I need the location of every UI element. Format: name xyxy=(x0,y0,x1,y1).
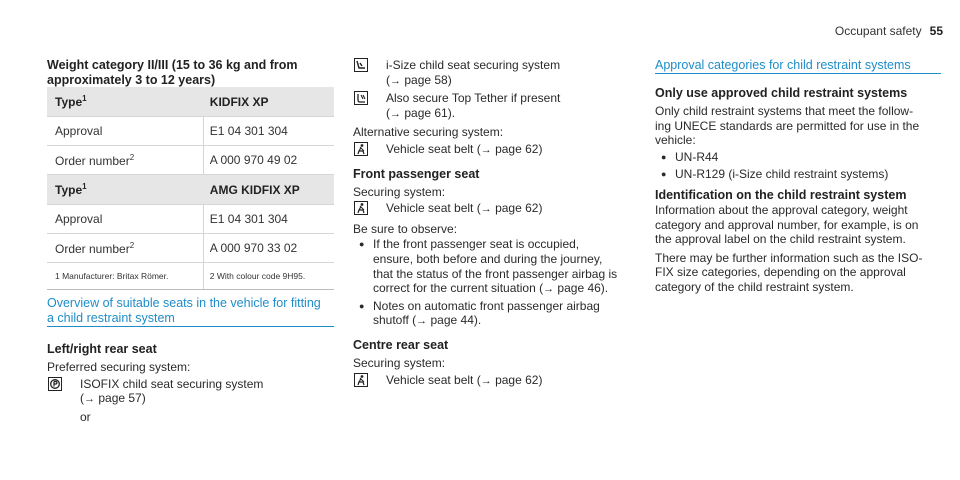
table-footnote-row xyxy=(47,263,334,290)
ident-line1: Information about the approval category, weight xyxy=(655,202,908,217)
table-row xyxy=(47,117,334,146)
more-line1: There may be further information such as the ISO- xyxy=(655,250,923,265)
left-right-rear-seat xyxy=(47,342,334,424)
bullet2-line1: Notes on automatic front passenger airbag xyxy=(373,298,600,313)
isize-line2: (→ page 58) xyxy=(386,72,452,87)
arrow-icon: → xyxy=(543,283,555,296)
table-header-value: KIDFIX XP xyxy=(203,87,334,117)
page-header xyxy=(835,24,943,38)
seatbelt-line-3: Vehicle seat belt (→ page 62) xyxy=(386,372,543,387)
weight-category-title-line2: approximately 3 to 12 years) xyxy=(47,73,216,87)
table-header-row xyxy=(47,87,334,117)
seatbelt-page-link-1[interactable]: page 62) xyxy=(495,141,543,156)
isize-icon xyxy=(353,58,369,72)
airbag-status-page-link[interactable]: page 46). xyxy=(557,281,609,296)
more-line3: category of the child restraint system. xyxy=(655,279,854,294)
bullet-icon: ● xyxy=(661,169,667,180)
isofix-line1: ISOFIX child seat securing system xyxy=(80,376,264,391)
table-row xyxy=(47,146,334,175)
bullet2-line2: shutoff (→ page 44). xyxy=(373,313,482,328)
arrow-icon: → xyxy=(390,107,401,120)
weight-category-title-line1: Weight category II/III (15 to 36 kg and from xyxy=(47,58,298,72)
bullet1-line2: ensure, both before and during the journey, xyxy=(373,251,603,266)
top-tether-item xyxy=(353,91,638,121)
list-item xyxy=(655,150,941,165)
overview-title-line1: Overview of suitable seats in the vehicle for fitting xyxy=(47,296,321,310)
arrow-icon: → xyxy=(480,374,492,387)
arrow-icon: → xyxy=(480,143,492,156)
alternative-label: Alternative securing system: xyxy=(353,125,504,140)
column-3 xyxy=(655,58,941,295)
ident-line2: category and approval number, for example, is on xyxy=(655,217,919,232)
top-tether-line2: (→ page 61). xyxy=(386,105,456,120)
child-seat-table xyxy=(47,87,334,290)
list-item xyxy=(655,167,941,182)
section-divider xyxy=(47,326,334,327)
top-tether-page-link[interactable]: page 61). xyxy=(404,105,456,120)
footnote-2: 2 With colour code 9H95. xyxy=(203,263,334,290)
overview-title-line2: a child restraint system xyxy=(47,311,175,325)
arrow-icon: → xyxy=(84,393,95,406)
standard-un-r44: UN-R44 xyxy=(675,149,719,164)
arrow-icon: → xyxy=(416,315,428,328)
seatbelt-page-link-2[interactable]: page 62) xyxy=(495,201,543,216)
isofix-item xyxy=(47,377,334,425)
seatbelt-page-link-3[interactable]: page 62) xyxy=(495,372,543,387)
section-divider xyxy=(655,73,941,74)
seatbelt-item-3 xyxy=(353,373,638,389)
seatbelt-icon xyxy=(353,373,369,387)
table-cell-label: Order number$^2$ xyxy=(47,146,203,175)
isofix-page-link[interactable]: page 57) xyxy=(98,391,146,406)
more-line2: FIX size categories, depending on the approval xyxy=(655,265,906,280)
seatbelt-icon xyxy=(353,142,369,156)
top-tether-icon xyxy=(353,91,369,105)
bullet1-line4: correct for the current situation (→ page 46). xyxy=(373,281,609,296)
table-cell-value: A 000 970 49 02 xyxy=(203,146,334,175)
weight-category-heading xyxy=(47,58,334,88)
observe-label: Be sure to observe: xyxy=(353,221,458,236)
list-item xyxy=(353,237,638,296)
arrow-icon: → xyxy=(480,203,492,216)
table-cell-label: Order number$^2$ xyxy=(47,234,203,263)
approval-categories-title: Approval categories for child restraint systems xyxy=(655,58,911,72)
table-cell-label: Approval xyxy=(47,117,203,146)
section-name: Occupant safety xyxy=(834,24,922,38)
standard-un-r129: UN-R129 (i-Size child restraint systems) xyxy=(675,167,889,182)
bullet-icon: ● xyxy=(661,151,667,162)
isize-item xyxy=(353,58,638,88)
list-item xyxy=(353,299,638,329)
page-number: 55 xyxy=(929,24,943,38)
preferred-label: Preferred securing system: xyxy=(47,360,191,374)
table-cell-label: Approval xyxy=(47,205,203,234)
isofix-icon xyxy=(47,377,63,391)
left-right-title: Left/right rear seat xyxy=(47,342,157,356)
centre-rear-seat-title: Centre rear seat xyxy=(353,337,449,352)
bullet1-line1: If the front passenger seat is occupied, xyxy=(373,237,580,252)
table-row xyxy=(47,205,334,234)
only-line3: vehicle: xyxy=(655,133,696,148)
seatbelt-line-1: Vehicle seat belt (→ page 62) xyxy=(386,141,543,156)
overview-section-heading xyxy=(47,296,334,327)
seatbelt-item-2 xyxy=(353,201,638,217)
only-line1: Only child restraint systems that meet the follow- xyxy=(655,104,914,118)
footnote-1: 1 Manufacturer: Britax Römer. xyxy=(47,263,203,290)
isize-page-link[interactable]: page 58) xyxy=(404,72,452,87)
table-cell-value: E1 04 301 304 xyxy=(203,117,334,146)
table-header-value: AMG KIDFIX XP xyxy=(203,175,334,205)
table-header-row xyxy=(47,175,334,205)
identification-title: Identification on the child restraint system xyxy=(655,187,907,202)
airbag-shutoff-page-link[interactable]: page 44). xyxy=(430,313,482,328)
seatbelt-item-1 xyxy=(353,142,638,158)
table-header-label: Type$^1$ xyxy=(47,87,203,117)
isofix-line2: (→ page 57) xyxy=(80,391,146,406)
seatbelt-icon xyxy=(353,201,369,215)
table-cell-value: A 000 970 33 02 xyxy=(203,234,334,263)
table-cell-value: E1 04 301 304 xyxy=(203,205,334,234)
arrow-icon: → xyxy=(390,74,401,87)
securing-label-2: Securing system: xyxy=(353,355,446,370)
only-approved-title: Only use approved child restraint systems xyxy=(655,86,908,100)
bullet-icon: ● xyxy=(359,239,365,250)
top-tether-line1: Also secure Top Tether if present xyxy=(386,91,561,106)
or-text: or xyxy=(80,409,91,424)
table-header-label: Type$^1$ xyxy=(47,175,203,205)
front-passenger-title: Front passenger seat xyxy=(353,166,480,181)
securing-label-1: Securing system: xyxy=(353,184,446,199)
only-line2: ing UNECE standards are permitted for use in the xyxy=(655,118,920,133)
bullet1-line3: that the status of the front passenger airbag is xyxy=(373,266,618,281)
table-row xyxy=(47,234,334,263)
isize-line1: i-Size child seat securing system xyxy=(386,58,561,72)
column-2 xyxy=(353,58,638,388)
bullet-icon: ● xyxy=(359,300,365,311)
seatbelt-line-2: Vehicle seat belt (→ page 62) xyxy=(386,201,543,216)
ident-line3: the approval label on the child restraint system. xyxy=(655,232,906,247)
